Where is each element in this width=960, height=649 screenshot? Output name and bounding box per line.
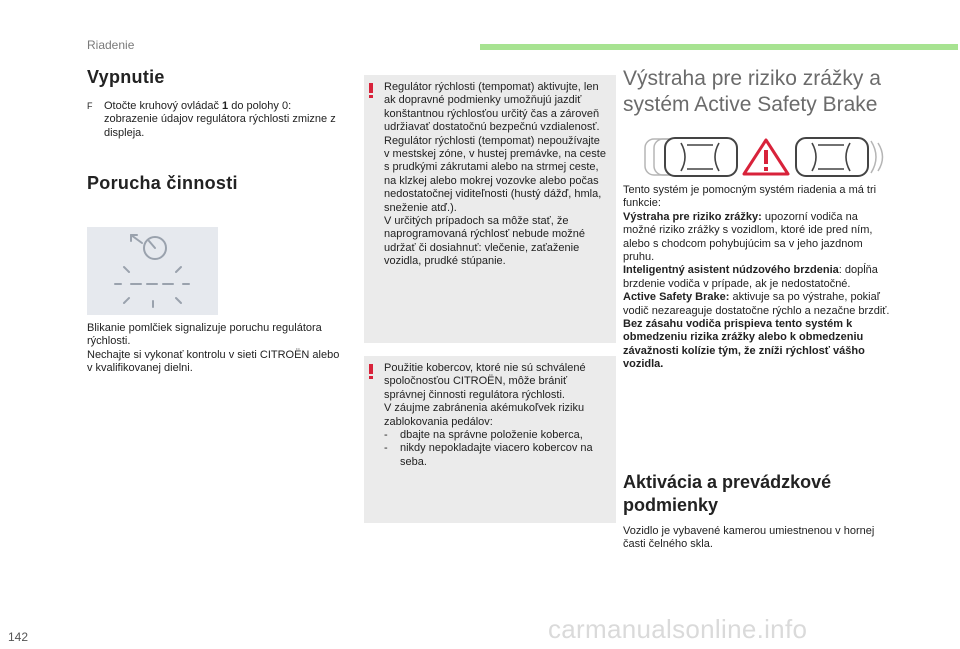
heading-aktivacia: Aktivácia a prevádzkové podmienky [623, 472, 832, 515]
watermark: carmanualsonline.info [548, 614, 808, 644]
speed-limiter-fault-icon [87, 227, 218, 315]
page-number: 142 [8, 630, 29, 644]
porucha-line1: Blikanie pomlčiek signalizuje poruchu regulátora rýchlosti. [87, 322, 322, 348]
warning2-p2: V záujme zabránenia akémukoľvek riziku zablokovania pedálov: [384, 402, 585, 428]
section-label: Riadenie [87, 38, 135, 52]
vystraha-intro: Tento systém je pomocným systém riadenia a má tri funkcie: [623, 184, 877, 210]
list-item: - nikdy nepokladajte viacero kobercov na seba. [384, 442, 593, 468]
aktivacia-text: Vozidlo je vybavené kamerou umiestnenou v hornej časti čelného skla. [623, 525, 875, 551]
warning2-p1: Použitie kobercov, ktoré nie sú schválené spoločnosťou CITROËN, môže brániť správnej činnosti regulátora rýchlosti. [384, 362, 586, 401]
header-rule [480, 44, 958, 50]
warning1-p2: Regulátor rýchlosti (tempomat) nepoužívajte v mestskej zóne, v hustej premávke, na ceste s prudkými zákrutami alebo na strmej ceste, na klzkej alebo mokrej vozovke alebo počas nedostatočnej viditeľnosti (hustý dážď, hmla, sneženie atď.). [384, 134, 606, 214]
instruction-post: do polohy 0: zobrazenie údajov regulátora rýchlosti zmizne z displeja. [104, 100, 336, 139]
function-emergency-brake-assist: Inteligentný asistent núdzového brzdenia: dopĺňa brzdenie vodiča v prípade, ak je nedostatočné. [623, 264, 878, 290]
vystraha-text [623, 184, 893, 372]
instruction-pre: Otočte kruhový ovládač [104, 100, 223, 112]
warning1-p1: Regulátor rýchlosti (tempomat) aktivujte, len ak dopravné podmienky umožňujú jazdiť konštantnou rýchlosťou určitý čas a zároveň udržiavať dostatočnú bezpečnú vzdialenosť. [384, 81, 600, 134]
collision-warning-cars-icon [641, 134, 891, 180]
vypnutie-instruction [87, 100, 337, 140]
warning-icon [369, 364, 373, 379]
warning-box-mats [364, 356, 616, 523]
heading-vypnutie: Vypnutie [87, 67, 165, 87]
bullet-icon: F [87, 101, 93, 111]
porucha-line2: Nechajte si vykonať kontrolu v sieti CITROËN alebo v kvalifikovanej dielni. [87, 348, 340, 375]
vystraha-note: Bez zásahu vodiča prispieva tento systém k obmedzeniu rizika zrážky alebo k obmedzeniu závažnosti kolízie tým, že zníži rýchlosť vášho vozidla. [623, 318, 865, 371]
function-collision-warning: Výstraha pre riziko zrážky: upozorní vodiča na možné riziko zrážky s vozidlom, ktoré ide pred ním, alebo s chodcom pohybujúcim sa v jeho jazdnom pruhu. [623, 210, 873, 264]
warning-icon [369, 83, 373, 98]
warning1-p3: V určitých prípadoch sa môže stať, že naprogramovaná rýchlosť nebude možné udržať či dosiahnuť: vlečenie, zaťaženie vozidla, prudké stúpanie. [384, 215, 586, 268]
warning-box-cruise [364, 75, 616, 343]
function-active-safety-brake: Active Safety Brake: aktivuje sa po výstrahe, pokiaľ vodič nezareaguje dostatočne rýchlo a nezačne brzdiť. [623, 291, 890, 317]
heading-vystraha: Výstraha pre riziko zrážky a systém Active Safety Brake [623, 67, 881, 116]
dial-number: 1 [222, 100, 229, 112]
list-item: - dbajte na správne položenie koberca, [384, 429, 583, 442]
porucha-text [87, 322, 347, 376]
heading-porucha: Porucha činnosti [87, 173, 238, 193]
